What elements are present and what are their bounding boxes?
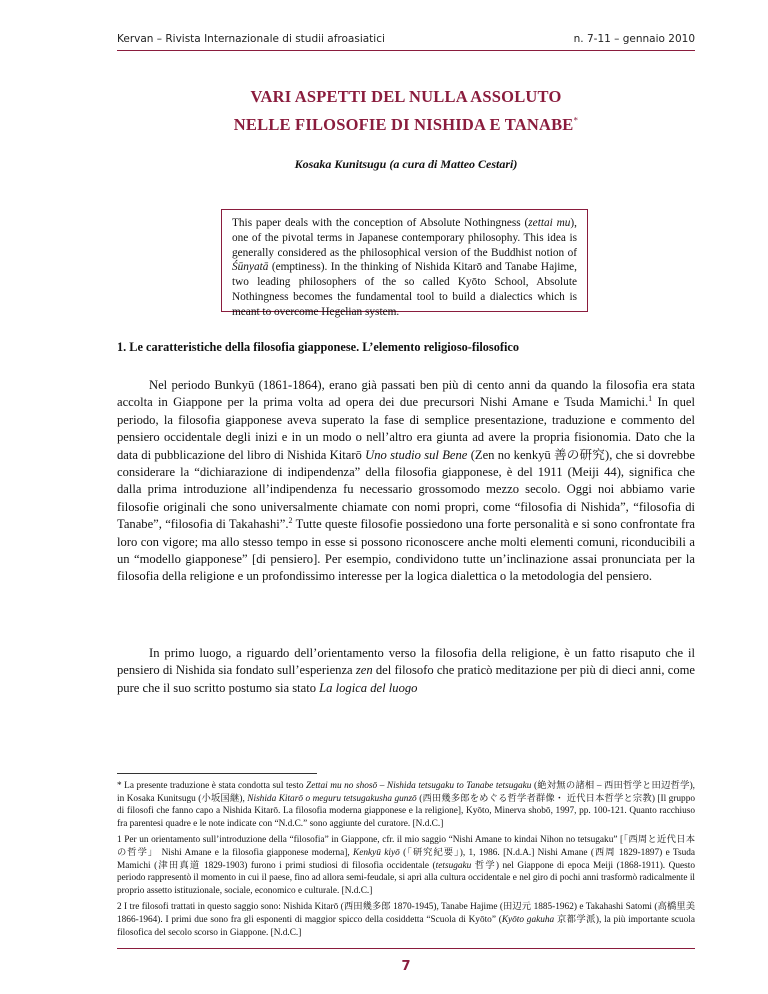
abstract-box — [221, 209, 588, 318]
footnote-rule — [117, 773, 317, 774]
journal-name: Kervan – Rivista Internazionale di studii afroasiatici — [117, 33, 385, 45]
abstract-term-sunyata: Śūnyatā — [232, 261, 269, 274]
article-title-line-2 — [117, 115, 695, 135]
footnote-2: 2 I tre filosofi trattati in questo saggio sono: Nishida Kitarō (西田幾多郎 1870-1945), Tanabe Hajime (田辺元 1885-1962) e Takahashi Satomi (高橋里美 1866-1964). I primi due sono fra gli esponenti di maggior spicco della cosiddetta “Scuola di Kyōto” (Kyōto gakuha 京都学派), la più importante scuola filosofica del secolo scorso in Giappone. [N.d.C.] — [117, 902, 696, 938]
article-title-line-1: VARI ASPETTI DEL NULLA ASSOLUTO — [250, 87, 562, 106]
book-title: Uno studio sul Bene — [365, 447, 468, 462]
work-title: La logica del luogo — [319, 680, 418, 695]
footnote-ref-2[interactable]: 2 — [288, 516, 293, 526]
page-number: 7 — [401, 959, 411, 974]
issue-info: n. 7-11 – gennaio 2010 — [573, 33, 695, 45]
title-line-2-text: NELLE FILOSOFIE DI NISHIDA E TANABE — [233, 115, 574, 134]
author-line: Kosaka Kunitsugu (a cura di Matteo Cestari) — [294, 157, 518, 171]
abstract-text: This paper deals with the conception of Absolute Nothingness (zettai mu), one of the pivotal terms in Japanese contemporary philosophy. This idea is generally considered as the philosophical version of the Buddhist notion of Śūnyatā (emptiness). In the thinking of Nishida Kitarō and Tanabe Hajime, two leading philosophers of the so called Kyōto School, Absolute Nothingness becomes the fundamental tool to build a dialectics which is meant to overcome Hegelian system. — [232, 217, 578, 318]
header-rule — [117, 50, 695, 51]
body-paragraph-1: Nel periodo Bunkyū (1861-1864), erano già passati ben più di cento anni da quando la filosofia era stata accolta in Giappone per la prima volta ad opera dei due precursori Nishi Amane e Tsuda Mamichi.$^1$ In quel periodo, la filosofia giapponese aveva superato la fase di semplice presentazione, traduzione e commento del pensiero occidentale degli inizi e in un modo o nell’altro era giunta ad avere la propria fisionomia. Dato che la data di pubblicazione del libro di Nishida Kitarō Uno studio sul Bene (Zen no kenkyū 善の研究), che si dovrebbe considerare la “dichiarazione di indipendenza” della filosofia giapponese, è del 1911 (Meiji 44), significa che dalla prima introduzione all’indipendenza fu necessario grossomodo mezzo secolo. Oggi noi abbiamo varie filosofie originali che sono universalmente chiamate con nomi propri, come “filosofia di Nishida”, “filosofia di Tanabe”, “filosofia di Takahashi”.$^2$ Tutte queste filosofie possiedono una forte personalità e si sono confrontate fra loro con vigore; ma allo stesso tempo in esse si possono riconoscere anche molti elementi comuni, riconducibili a un “modello giapponese” [di pensiero]. Per esempio, condividono tutte un’inclinazione assai pronunciata per la filosofia della religione e un profondissimo interesse per la logica dialettica o la metodologia del pensiero. — [117, 378, 695, 584]
term-zen: zen — [355, 663, 373, 678]
footnotes — [117, 780, 695, 943]
section-heading: 1. Le caratteristiche della filosofia giapponese. L’elemento religioso-filosofico — [117, 340, 519, 354]
body-paragraph-2: In primo luogo, a riguardo dell’orientamento verso la filosofia della religione, è un fatto risaputo che il pensiero di Nishida sia fondato sull’esperienza zen del filosofo che praticò meditazione per più di dieci anni, come pure che il suo scritto postumo sia stato La logica del luogo — [117, 646, 695, 695]
footer-rule — [117, 948, 695, 949]
footnote-ref-1[interactable]: 1 — [648, 394, 653, 404]
footnote-1: 1 Per un orientamento sull’introduzione della “filosofia” in Giappone, cfr. il mio saggio “Nishi Amane to kindai Nihon no tetsugaku” [「西周と近代日本の哲学」 Nishi Amane e la filosofia giapponese moderna], Kenkyū kiyō (「研究紀要」), 1, 1986. [N.d.A.] Nishi Amane (西周 1829-1897) e Tsuda Mamichi (津田真道 1829-1903) furono i primi studiosi di filosofia occidentale (tetsugaku 哲学) nel Giappone di epoca Meiji (1868-1911). Questo periodo rappresentò il momento in cui il paese, fino ad allora semi-feudale, si aprì alla cultura occidentale e nel giro di pochi anni trasformò radicalmente il proprio assetto istituzionale, sociale, economico e culturale. [N.d.C.] — [117, 835, 696, 896]
title-footnote-mark: * — [573, 115, 579, 126]
abstract-term-zettai-mu: zettai mu — [528, 217, 571, 229]
footnote-star: * La presente traduzione è stata condotta sul testo Zettai mu no shosō – Nishida tetsugaku to Tanabe tetsugaku (絶対無の諸相 – 西田哲学と田辺哲学), in Kosaka Kunitsugu (小坂国継), Nishida Kitarō o meguru tetsugakusha gunzō (西田幾多郎をめぐる哲学者群像・ 近代日本哲学と宗教) [Il gruppo di filosofi che fanno capo a Nishida Kitarō. La filosofia moderna giapponese e la religione], Kyōto, Minerva shobō, 1997, pp. 100-121. Quanto racchiuso fra parentesi quadre e le note indicate con “N.d.C.” sono aggiunte del curatore. [N.d.C.] — [117, 781, 695, 829]
